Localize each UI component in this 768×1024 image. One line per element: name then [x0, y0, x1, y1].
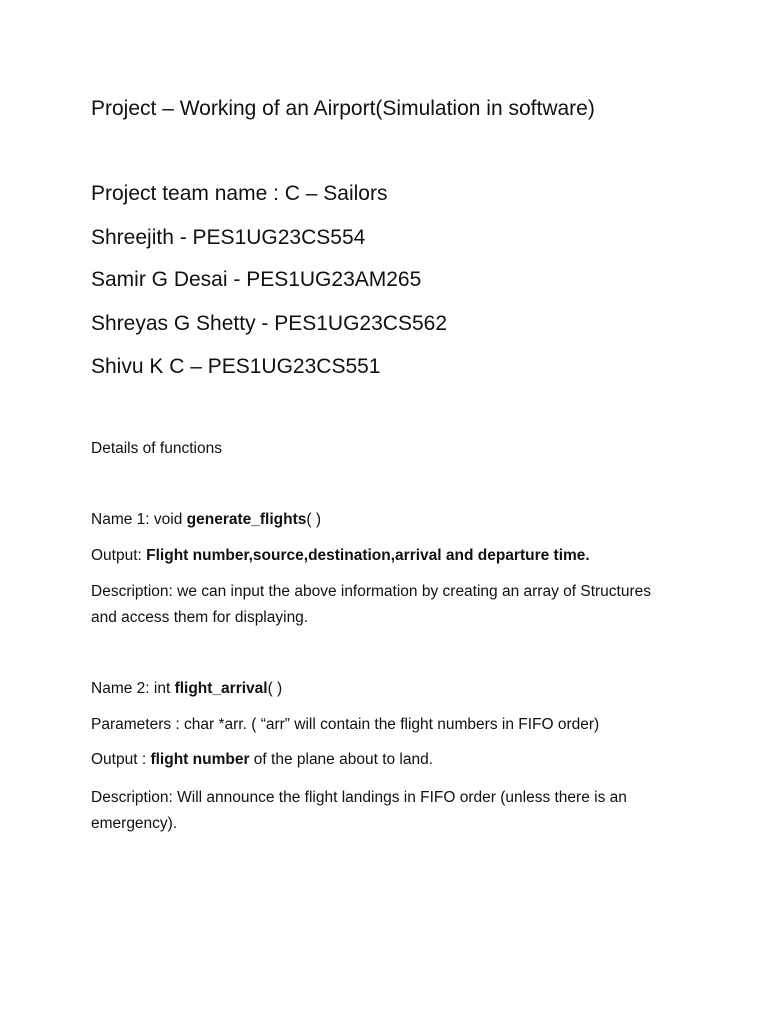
function-1-description: Description: we can input the above information by creating an array of Structures and access them for displaying. [91, 583, 652, 626]
function-1-name-suffix: ( ) [306, 511, 322, 528]
document-title: Project – Working of an Airport(Simulation in software) [91, 97, 595, 120]
function-1-name-bold: generate_flights [186, 511, 307, 528]
function-2-output-prefix: Output : [91, 751, 151, 768]
team-name: Project team name : C – Sailors [91, 182, 388, 205]
section-heading: Details of functions [91, 440, 222, 457]
team-member: Shivu K C – PES1UG23CS551 [91, 355, 381, 378]
function-2-description: Description: Will announce the flight landings in FIFO order (unless there is an emergency). [91, 789, 627, 832]
team-member: Samir G Desai - PES1UG23AM265 [91, 268, 422, 291]
function-2-name-bold: flight_arrival [174, 680, 268, 697]
team-member: Shreyas G Shetty - PES1UG23CS562 [91, 312, 448, 335]
function-2-name-suffix: ( ) [267, 680, 283, 697]
function-1-output-bold: Flight number,source,destination,arrival and departure time. [146, 547, 590, 564]
function-2-name-prefix: Name 2: int [91, 680, 175, 697]
function-2-output [91, 747, 433, 773]
function-2-output-bold: flight number [150, 751, 250, 768]
function-2-parameters: Parameters : char *arr. ( “arr” will contain the flight numbers in FIFO order) [91, 716, 600, 733]
team-member: Shreejith - PES1UG23CS554 [91, 226, 366, 249]
function-1-output-prefix: Output: [91, 547, 147, 564]
function-1-name [91, 507, 321, 533]
function-1-name-prefix: Name 1: void [91, 511, 187, 528]
function-1-output [91, 543, 590, 569]
function-2-output-suffix: of the plane about to land. [249, 751, 434, 768]
function-2-name [91, 676, 282, 702]
